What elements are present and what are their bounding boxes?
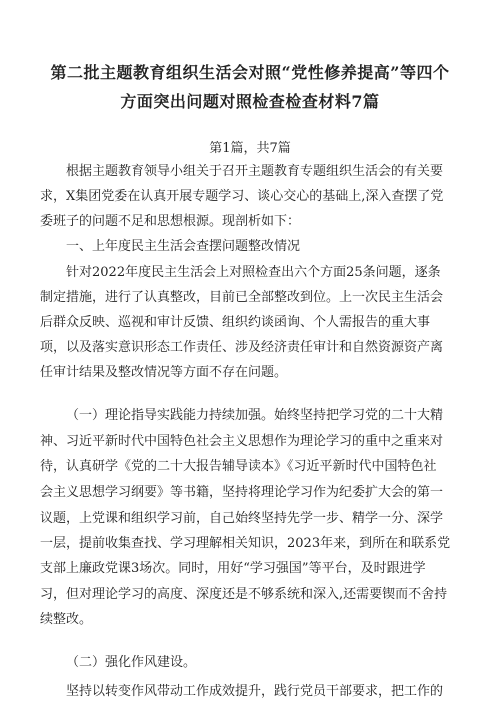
section-heading: 一、上年度民主生活会查摆问题整改情况 (66, 239, 301, 254)
paragraph-line: 待，认真研学《党的二十大报告辅导读本》《习近平新时代中国特色社 (40, 459, 437, 474)
paragraph-line: 一层，提前收集查找、学习理解相关知识，2023年来，到所在和联系党 (40, 536, 451, 551)
paragraph-line: 后群众反映、巡视和审计反馈、组织约谈函询、个人需报告的重大事 (40, 315, 431, 330)
paragraph-line: 针对2022年度民主生活会上对照检查出六个方面25条问题，逐条 (66, 265, 441, 280)
section-heading: （二）强化作风建设。 (66, 655, 197, 670)
paragraph-line: 神、习近平新时代中国特色社会主义思想作为理论学习的重中之重来对 (40, 434, 444, 449)
paragraph-line: 委班子的问题不足和思想根源。现剖析如下： (40, 214, 301, 229)
paragraph-line: 坚持以转变作风带动工作成效提升，践行党员干部要求，把工作的 (66, 684, 444, 699)
paragraph-line: 议题，上党课和组织学习前，自己始终坚持先学一步、精学一分、深学 (40, 511, 444, 526)
paragraph-line: （一）理论指导实践能力持续加强。始终坚持把学习党的二十大精 (66, 408, 444, 423)
paragraph-line: 支部上廉政党课3场次。同时，用好“学习强国”等平台，及时跟进学 (40, 561, 426, 576)
paragraph-line: 习，但对理论学习的高度、深度还是不够系统和深入,还需要锲而不舍持 (40, 587, 448, 602)
document-title-line-1: 第二批主题教育组织生活会对照“党性修养提高”等四个 (50, 63, 450, 82)
paragraph-line: 项，以及落实意识形态工作责任、涉及经济责任审计和自然资源资产离 (40, 340, 444, 355)
paragraph-line: 制定措施，进行了认真整改，目前已全部整改到位。上一次民主生活会 (40, 290, 444, 305)
page-indicator: 第1篇，共7篇 (209, 141, 291, 156)
paragraph-line: 会主义思想学习纲要》等书籍，坚持将理论学习作为纪委扩大会的第一 (40, 485, 444, 500)
paragraph-line: 续整改。 (40, 612, 93, 627)
paragraph-line: 根据主题教育领导小组关于召开主题教育专题组织生活会的有关要 (66, 164, 444, 179)
paragraph-line: 任审计结果及整改情况等方面不存在问题。 (40, 365, 288, 380)
document-title-line-2: 方面突出问题对照检查检查材料7篇 (120, 92, 380, 111)
paragraph-line: 求，X集团党委在认真开展专题学习、谈心交心的基础上,深入查摆了党 (40, 189, 444, 204)
